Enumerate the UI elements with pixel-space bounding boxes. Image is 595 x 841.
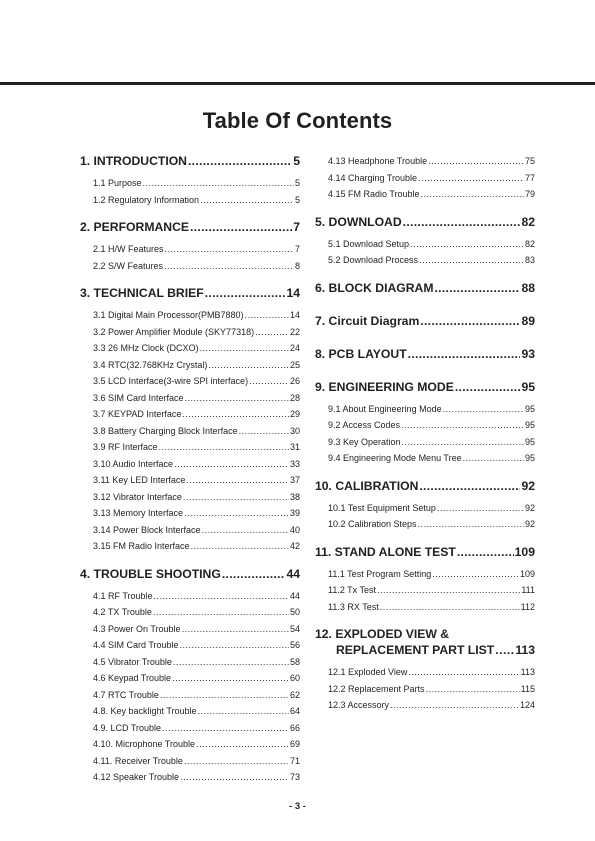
toc-page-number: 31 bbox=[289, 442, 300, 452]
toc-section-11-stand-alone-test[interactable] bbox=[315, 544, 535, 560]
toc-entry-label: 9.4 Engineering Mode Menu Tree bbox=[328, 453, 462, 463]
dot-leader bbox=[196, 736, 289, 753]
toc-entry-4-12-speaker-trouble[interactable] bbox=[80, 769, 300, 786]
dot-leader bbox=[200, 340, 289, 357]
toc-page-number: 8 bbox=[294, 260, 300, 271]
toc-entry-label: 2.2 S/W Features bbox=[93, 260, 164, 271]
toc-page-number: 28 bbox=[289, 392, 300, 403]
toc-page-number: 113 bbox=[515, 643, 535, 657]
toc-section-1-introduction[interactable] bbox=[80, 153, 300, 169]
toc-section-label: 2. PERFORMANCE bbox=[80, 220, 190, 234]
dot-leader bbox=[401, 417, 524, 434]
toc-section-label: 6. BLOCK DIAGRAM bbox=[315, 280, 434, 295]
toc-entry-label: 4.6 Keypad Trouble bbox=[93, 673, 172, 683]
toc-section-label: 12. EXPLODED VIEW & bbox=[315, 627, 450, 641]
toc-page-number: 24 bbox=[289, 343, 300, 353]
toc-entry-12-3-accessory[interactable] bbox=[315, 697, 535, 714]
dot-leader bbox=[188, 153, 292, 169]
toc-entry-label: 3.9 RF Interface bbox=[93, 442, 158, 452]
toc-entry-4-15-fm-radio-trouble[interactable] bbox=[315, 186, 535, 203]
toc-entry-11-1-test-program-setting[interactable] bbox=[315, 566, 535, 583]
toc-entry-4-1-rf-trouble[interactable] bbox=[80, 588, 300, 605]
toc-entry-3-6-sim-card-interface[interactable] bbox=[80, 390, 300, 407]
toc-page-number: 38 bbox=[289, 491, 300, 502]
dot-leader bbox=[202, 522, 289, 539]
dot-leader bbox=[408, 346, 521, 362]
toc-entry-label: 9.2 Access Codes bbox=[328, 420, 401, 430]
toc-entry-label: 4.12 Speaker Trouble bbox=[93, 772, 180, 782]
toc-entry-label: 2.1 H/W Features bbox=[93, 244, 164, 254]
dot-leader bbox=[443, 401, 524, 418]
toc-page-number: 60 bbox=[289, 673, 300, 683]
toc-section-8-pcb-layout[interactable] bbox=[315, 346, 535, 362]
dot-leader bbox=[172, 670, 289, 687]
toc-section-2-performance[interactable] bbox=[80, 219, 300, 235]
dot-leader bbox=[165, 241, 294, 258]
toc-entry-5-1-download-setup[interactable] bbox=[315, 236, 535, 253]
toc-entry-label: 4.14 Charging Trouble bbox=[328, 172, 418, 183]
toc-page-number: 75 bbox=[524, 156, 535, 166]
toc-entry-3-14-power-block-interface[interactable] bbox=[80, 522, 300, 539]
toc-page-number: 71 bbox=[289, 755, 300, 766]
toc-entry-11-3-rx-test[interactable] bbox=[315, 599, 535, 616]
dot-leader bbox=[421, 186, 524, 203]
toc-page-number: 66 bbox=[289, 722, 300, 733]
toc-entry-label: 12.2 Replacement Parts bbox=[328, 683, 425, 694]
toc-page-number: 64 bbox=[289, 706, 300, 716]
toc-page-number: 5 bbox=[293, 154, 300, 168]
toc-entry-label: 1.2 Regulatory Information bbox=[93, 194, 200, 205]
toc-page-number: 29 bbox=[289, 409, 300, 419]
dot-leader bbox=[419, 252, 524, 269]
dot-leader bbox=[418, 170, 524, 187]
toc-entry-4-13-headphone-trouble[interactable] bbox=[315, 153, 535, 170]
dot-leader bbox=[182, 406, 289, 423]
toc-entry-3-15-fm-radio-interface[interactable] bbox=[80, 538, 300, 555]
dot-leader bbox=[143, 175, 294, 192]
dot-leader bbox=[245, 307, 289, 324]
toc-entry-label: 4.4 SIM Card Trouble bbox=[93, 640, 179, 650]
toc-page-number: 56 bbox=[289, 640, 300, 650]
dot-leader bbox=[457, 544, 514, 560]
toc-page-number: 44 bbox=[289, 590, 300, 601]
toc-entry-label: 3.15 FM Radio Interface bbox=[93, 541, 190, 551]
dot-leader bbox=[154, 588, 289, 605]
dot-leader bbox=[435, 280, 521, 296]
toc-page-number: 14 bbox=[286, 286, 300, 300]
dot-leader bbox=[426, 681, 520, 698]
toc-entry-label: 3.10 Audio Interface bbox=[93, 458, 174, 469]
toc-entry-label: 10.2 Calibration Steps bbox=[328, 519, 417, 529]
toc-entry-10-1-test-equipment-setup[interactable] bbox=[315, 500, 535, 517]
toc-entry-label: 3.13 Memory Interface bbox=[93, 508, 184, 518]
toc-page-number: 37 bbox=[289, 475, 300, 485]
toc-section-label: 9. ENGINEERING MODE bbox=[315, 379, 454, 394]
dot-leader bbox=[380, 599, 520, 616]
toc-entry-9-4-engineering-mode-menu-tree[interactable] bbox=[315, 450, 535, 467]
toc-page-number: 95 bbox=[521, 379, 535, 394]
toc-entry-label: 4.1 RF Trouble bbox=[93, 590, 153, 601]
toc-entry-label: 3.2 Power Amplifier Module (SKY77318) bbox=[93, 326, 255, 337]
dot-leader bbox=[153, 604, 289, 621]
toc-entry-3-9-rf-interface[interactable] bbox=[80, 439, 300, 456]
toc-entry-label: 3.3 26 MHz Clock (DCXO) bbox=[93, 343, 199, 353]
dot-leader bbox=[183, 489, 289, 506]
dot-leader bbox=[186, 472, 289, 489]
toc-page-number: 25 bbox=[289, 359, 300, 370]
toc-entry-label: 9.3 Key Operation bbox=[328, 436, 401, 447]
toc-entry-3-10-audio-interface[interactable] bbox=[80, 456, 300, 473]
toc-page-number: 30 bbox=[289, 425, 300, 436]
dot-leader bbox=[255, 324, 289, 341]
toc-entry-label: 9.1 About Engineering Mode bbox=[328, 403, 442, 414]
dot-leader bbox=[164, 258, 294, 275]
dot-leader bbox=[495, 642, 514, 658]
toc-section-label: 7. Circuit Diagram bbox=[315, 313, 420, 328]
toc-entry-label: 3.5 LCD Interface(3-wire SPI interface) bbox=[93, 376, 249, 386]
toc-entry-4-3-power-on-trouble[interactable] bbox=[80, 621, 300, 638]
toc-entry-3-3-26-mhz-clock-dcxo[interactable] bbox=[80, 340, 300, 357]
toc-entry-1-2-regulatory-information[interactable] bbox=[80, 192, 300, 209]
toc-page-number: 40 bbox=[289, 524, 300, 535]
toc-section-10-calibration[interactable] bbox=[315, 478, 535, 494]
toc-entry-1-1-purpose[interactable] bbox=[80, 175, 300, 192]
toc-page-number: 124 bbox=[519, 700, 535, 710]
toc-section-3-technical-brief[interactable] bbox=[80, 285, 300, 301]
toc-page-number: 109 bbox=[514, 544, 535, 559]
toc-page-number: 62 bbox=[289, 689, 300, 700]
dot-leader bbox=[159, 439, 289, 456]
toc-entry-3-7-keypad-interface[interactable] bbox=[80, 406, 300, 423]
dot-leader bbox=[173, 654, 289, 671]
toc-right-column bbox=[315, 153, 535, 714]
toc-page-number: 5 bbox=[294, 194, 300, 205]
page-title: Table Of Contents bbox=[202, 108, 393, 133]
dot-leader bbox=[174, 456, 289, 473]
dot-leader bbox=[432, 566, 519, 583]
toc-page-number: 82 bbox=[524, 238, 535, 249]
dot-leader bbox=[239, 423, 289, 440]
toc-page-number: 95 bbox=[524, 420, 535, 430]
toc-left-column bbox=[80, 153, 300, 786]
toc-page-number: 95 bbox=[524, 403, 535, 414]
dot-leader bbox=[420, 313, 520, 329]
toc-entry-label: 12.1 Exploded View bbox=[328, 667, 408, 677]
dot-leader bbox=[428, 153, 524, 170]
toc-page-number: 95 bbox=[524, 453, 535, 463]
toc-page-number: 95 bbox=[524, 436, 535, 447]
toc-page-number: 88 bbox=[521, 280, 535, 295]
toc-page-number: 14 bbox=[289, 310, 300, 320]
dot-leader bbox=[419, 478, 520, 494]
toc-entry-label: 4.7 RTC Trouble bbox=[93, 689, 159, 700]
toc-entry-4-8-key-backlight-trouble[interactable] bbox=[80, 703, 300, 720]
dot-leader bbox=[402, 434, 524, 451]
toc-section-label-line2-row bbox=[315, 642, 535, 658]
toc-page-number: 112 bbox=[520, 601, 535, 612]
toc-section-label: 11. STAND ALONE TEST bbox=[315, 544, 456, 559]
toc-page-number: 92 bbox=[521, 478, 535, 493]
toc-page-number: 109 bbox=[519, 568, 535, 579]
toc-entry-3-4-rtc-32-768khz-crystal[interactable] bbox=[80, 357, 300, 374]
dot-leader bbox=[180, 637, 289, 654]
toc-entry-3-2-power-amplifier-module-sky77318[interactable] bbox=[80, 324, 300, 341]
toc-entry-3-13-memory-interface[interactable] bbox=[80, 505, 300, 522]
toc-entry-4-5-vibrator-trouble[interactable] bbox=[80, 654, 300, 671]
dot-leader bbox=[185, 390, 289, 407]
toc-entry-2-2-s-w-features[interactable] bbox=[80, 258, 300, 275]
toc-entry-3-11-key-led-interface[interactable] bbox=[80, 472, 300, 489]
toc-entry-label: 4.9. LCD Trouble bbox=[93, 722, 162, 733]
toc-entry-3-5-lcd-interface-3-wire-spi-interface[interactable] bbox=[80, 373, 300, 390]
toc-entry-label: 4.13 Headphone Trouble bbox=[328, 156, 428, 166]
toc-entry-label: 12.3 Accessory bbox=[328, 700, 390, 710]
dot-leader bbox=[180, 769, 289, 786]
toc-entry-9-1-about-engineering-mode[interactable] bbox=[315, 401, 535, 418]
toc-entry-2-1-h-w-features[interactable] bbox=[80, 241, 300, 258]
toc-entry-4-11-receiver-trouble[interactable] bbox=[80, 753, 300, 770]
dot-leader bbox=[463, 450, 524, 467]
toc-entry-3-12-vibrator-interface[interactable] bbox=[80, 489, 300, 506]
toc-page-number: 92 bbox=[524, 502, 535, 513]
toc-entry-4-7-rtc-trouble[interactable] bbox=[80, 687, 300, 704]
top-rule bbox=[0, 82, 595, 85]
toc-page-number: 50 bbox=[289, 607, 300, 617]
dot-leader bbox=[208, 357, 289, 374]
toc-entry-label: 3.8 Battery Charging Block Interface bbox=[93, 425, 238, 436]
dot-leader bbox=[455, 379, 521, 395]
toc-page-number: 7 bbox=[294, 244, 300, 254]
toc-entry-label: 3.1 Digital Main Processor(PMB7880) bbox=[93, 310, 244, 320]
toc-entry-label: 11.1 Test Program Setting bbox=[328, 568, 432, 579]
toc-entry-3-1-digital-main-processor-pmb7880[interactable] bbox=[80, 307, 300, 324]
toc-entry-label: 4.2 TX Trouble bbox=[93, 607, 152, 617]
toc-section-label: 8. PCB LAYOUT bbox=[315, 346, 407, 361]
toc-section-label-line2: REPLACEMENT PART LIST bbox=[336, 643, 495, 657]
toc-entry-label: 11.3 RX Test bbox=[328, 601, 379, 612]
toc-section-6-block-diagram[interactable] bbox=[315, 280, 535, 296]
toc-entry-label: 3.12 Vibrator Interface bbox=[93, 491, 182, 502]
toc-entry-4-9-lcd-trouble[interactable] bbox=[80, 720, 300, 737]
toc-page-number: 58 bbox=[289, 656, 300, 667]
toc-entry-10-2-calibration-steps[interactable] bbox=[315, 516, 535, 533]
toc-page-number: 42 bbox=[289, 541, 300, 551]
toc-page-number: 93 bbox=[521, 346, 535, 361]
dot-leader bbox=[222, 566, 286, 582]
toc-section-label: 4. TROUBLE SHOOTING bbox=[80, 566, 221, 581]
toc-page-number: 92 bbox=[524, 519, 535, 529]
toc-entry-3-8-battery-charging-block-interface[interactable] bbox=[80, 423, 300, 440]
toc-page-number: 39 bbox=[289, 508, 300, 518]
dot-leader bbox=[182, 621, 289, 638]
dot-leader bbox=[162, 720, 289, 737]
toc-page-number: 79 bbox=[524, 189, 535, 199]
dot-leader bbox=[403, 214, 521, 230]
toc-section-9-engineering-mode[interactable] bbox=[315, 379, 535, 395]
toc-section-5-download[interactable] bbox=[315, 214, 535, 230]
toc-page-number: 26 bbox=[289, 376, 300, 386]
toc-section-label: 3. TECHNICAL BRIEF bbox=[80, 286, 204, 300]
toc-page-number: 77 bbox=[524, 172, 535, 183]
toc-entry-label: 5.2 Download Process bbox=[328, 255, 419, 265]
dot-leader bbox=[205, 285, 286, 301]
toc-entry-label: 4.5 Vibrator Trouble bbox=[93, 656, 172, 667]
toc-entry-label: 4.15 FM Radio Trouble bbox=[328, 189, 420, 199]
dot-leader bbox=[184, 505, 289, 522]
toc-page-number: 33 bbox=[289, 458, 300, 469]
dot-leader bbox=[190, 219, 292, 235]
toc-entry-label: 3.4 RTC(32.768KHz Crystal) bbox=[93, 359, 208, 370]
toc-page-number: 44 bbox=[286, 566, 300, 581]
toc-entry-4-10-microphone-trouble[interactable] bbox=[80, 736, 300, 753]
toc-entry-label: 4.3 Power On Trouble bbox=[93, 623, 181, 634]
toc-entry-4-14-charging-trouble[interactable] bbox=[315, 170, 535, 187]
toc-entry-11-2-tx-test[interactable] bbox=[315, 582, 535, 599]
toc-entry-label: 5.1 Download Setup bbox=[328, 238, 410, 249]
dot-leader bbox=[191, 538, 289, 555]
dot-leader bbox=[184, 753, 289, 770]
toc-page-number: 113 bbox=[520, 667, 535, 677]
toc-entry-9-3-key-operation[interactable] bbox=[315, 434, 535, 451]
toc-page-number: 82 bbox=[521, 214, 535, 229]
toc-section-4-trouble-shooting[interactable] bbox=[80, 566, 300, 582]
dot-leader bbox=[437, 500, 524, 517]
toc-entry-4-6-keypad-trouble[interactable] bbox=[80, 670, 300, 687]
toc-page-number: 22 bbox=[289, 326, 300, 337]
toc-page-number: 73 bbox=[289, 772, 300, 782]
dot-leader bbox=[418, 516, 524, 533]
dot-leader bbox=[410, 236, 524, 253]
toc-entry-label: 3.6 SIM Card Interface bbox=[93, 392, 184, 403]
toc-entry-9-2-access-codes[interactable] bbox=[315, 417, 535, 434]
toc-entry-label: 4.8. Key backlight Trouble bbox=[93, 706, 197, 716]
toc-entry-label: 3.14 Power Block Interface bbox=[93, 524, 201, 535]
toc-section-7-circuit-diagram[interactable] bbox=[315, 313, 535, 329]
dot-leader bbox=[200, 192, 294, 209]
toc-section-label: 10. CALIBRATION bbox=[315, 478, 419, 493]
toc-entry-label: 4.10. Microphone Trouble bbox=[93, 739, 196, 749]
dot-leader bbox=[390, 697, 519, 714]
toc-entry-4-2-tx-trouble[interactable] bbox=[80, 604, 300, 621]
toc-page-number: 7 bbox=[293, 220, 300, 234]
toc-section-label: 1. INTRODUCTION bbox=[80, 154, 187, 168]
toc-page-number: 111 bbox=[521, 585, 535, 595]
toc-entry-label: 10.1 Test Equipment Setup bbox=[328, 502, 436, 513]
toc-entry-4-4-sim-card-trouble[interactable] bbox=[80, 637, 300, 654]
toc-entry-5-2-download-process[interactable] bbox=[315, 252, 535, 269]
toc-page-number: 115 bbox=[520, 683, 535, 694]
toc-section-label: 5. DOWNLOAD bbox=[315, 214, 402, 229]
toc-page-number: 5 bbox=[294, 178, 300, 188]
dot-leader bbox=[160, 687, 289, 704]
toc-entry-12-1-exploded-view[interactable] bbox=[315, 664, 535, 681]
dot-leader bbox=[198, 703, 289, 720]
toc-page-number: 89 bbox=[521, 313, 535, 328]
dot-leader bbox=[249, 373, 289, 390]
toc-entry-label: 11.2 Tx Test bbox=[328, 585, 377, 595]
toc-page-number: 83 bbox=[524, 255, 535, 265]
dot-leader bbox=[377, 582, 520, 599]
toc-entry-label: 1.1 Purpose bbox=[93, 178, 142, 188]
toc-entry-12-2-replacement-parts[interactable] bbox=[315, 681, 535, 698]
toc-entry-label: 3.11 Key LED Interface bbox=[93, 475, 186, 485]
dot-leader bbox=[408, 664, 519, 681]
page-number: - 3 - bbox=[289, 801, 306, 812]
toc-section-12-exploded-view[interactable] bbox=[315, 626, 535, 658]
toc-page-number: 69 bbox=[289, 739, 300, 749]
toc-entry-label: 3.7 KEYPAD Interface bbox=[93, 409, 182, 419]
toc-entry-label: 4.11. Receiver Trouble bbox=[93, 755, 183, 766]
toc-page-number: 54 bbox=[289, 623, 300, 634]
